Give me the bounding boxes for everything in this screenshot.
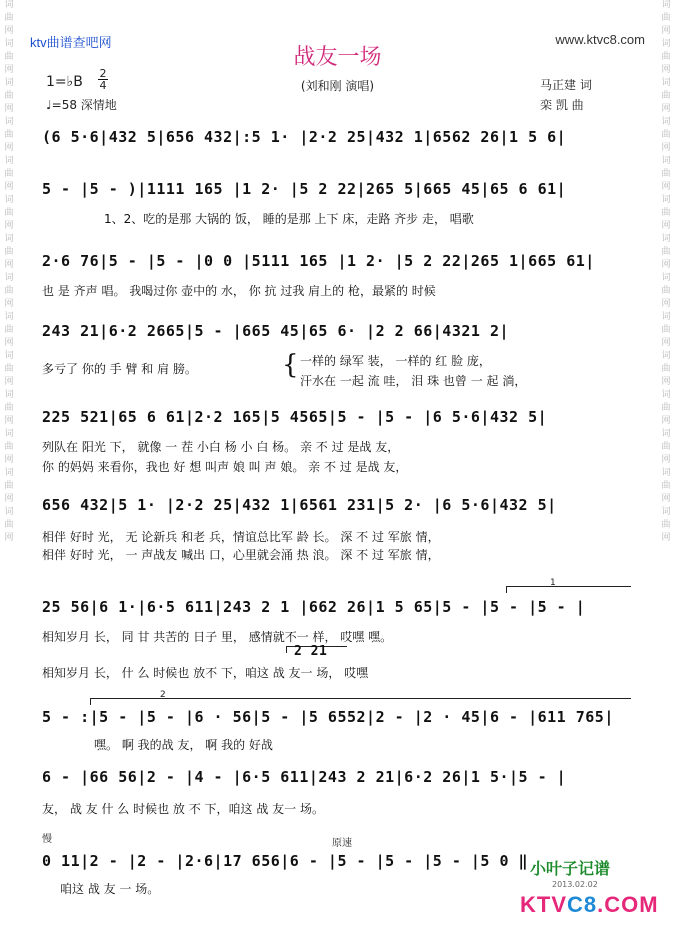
watermark-char: 网	[4, 299, 14, 309]
watermark-char: 词	[661, 507, 671, 517]
watermark-char: 曲	[661, 442, 671, 452]
watermark-char: 曲	[661, 130, 671, 140]
watermark-char: 词	[4, 507, 14, 517]
lyric-row-8: 嘿。 啊 我的战 友， 啊 我的 好战	[94, 738, 273, 752]
watermark-char: 网	[661, 221, 671, 231]
watermark-char: 词	[661, 195, 671, 205]
watermark-char: 曲	[661, 247, 671, 257]
lyric-row-6b: 相伴 好时 光， 一 声战友 喊出 口，心里就会涌 热 浪。 深 不 过 军旅 情，	[42, 548, 440, 562]
watermark-char: 词	[4, 39, 14, 49]
time-signature	[98, 68, 108, 91]
watermark-char: 词	[661, 0, 671, 10]
logo-part-a: KTV	[520, 892, 567, 917]
watermark-char: 词	[4, 234, 14, 244]
watermark-char: 网	[4, 338, 14, 348]
lyric-row-2: 1、2、吃的是那 大锅的 饭， 睡的是那 上下 床，走路 齐步 走， 唱歌	[104, 212, 474, 226]
watermark-char: 网	[661, 377, 671, 387]
watermark-char: 曲	[661, 169, 671, 179]
watermark-char: 曲	[661, 52, 671, 62]
watermark-char: 网	[661, 494, 671, 504]
watermark-char: 词	[4, 78, 14, 88]
site-url-right[interactable]: www.ktvc8.com	[555, 32, 645, 47]
watermark-char: 曲	[4, 169, 14, 179]
watermark-char: 曲	[4, 325, 14, 335]
watermark-char: 词	[661, 429, 671, 439]
watermark-char: 词	[4, 312, 14, 322]
watermark-char: 曲	[4, 403, 14, 413]
time-denominator: 4	[99, 79, 107, 92]
watermark-char: 网	[661, 299, 671, 309]
watermark-char: 词	[661, 156, 671, 166]
watermark-char: 网	[4, 455, 14, 465]
composer-credit: 栾 凯 曲	[540, 98, 584, 112]
volta-bracket-2	[90, 698, 631, 705]
watermark-char: 词	[661, 468, 671, 478]
transcriber-signature: 小叶子记谱	[530, 859, 611, 878]
time-numerator: 2	[99, 67, 107, 80]
watermark-char: 词	[661, 234, 671, 244]
watermark-char: 词	[661, 351, 671, 361]
transcription-date: 2013.02.02	[552, 880, 598, 889]
lyric-row-7b: 相知岁月 长， 什 么 时候也 放不 下，咱这 战 友一 场， 哎嘿	[42, 666, 369, 680]
watermark-char: 曲	[661, 13, 671, 23]
watermark-char: 网	[661, 260, 671, 270]
watermark-char: 词	[4, 468, 14, 478]
watermark-char: 网	[661, 182, 671, 192]
watermark-char: 曲	[4, 286, 14, 296]
notation-row-10: 0 11|2 - |2 - |2·6|17 656|6 - |5 - |5 - |5 - |5 0 ‖	[42, 852, 529, 870]
notation-row-3: 2·6 76|5 - |5 - |0 0 |5111 165 |1 2· |5 2 22|265 1|665 61|	[42, 252, 595, 270]
watermark-char: 词	[661, 78, 671, 88]
notation-row-1: (6 5·6|432 5|656 432|:5 1· |2·2 25|432 1|6562 26|1 5 6|	[42, 128, 567, 146]
watermark-char: 曲	[4, 52, 14, 62]
singer-credit: (刘和刚 演唱)	[300, 79, 375, 93]
lyric-row-5b: 你 的妈妈 来看你，我也 好 想 叫声 娘 叫 声 娘。 亲 不 过 是战 友，	[42, 460, 408, 474]
lyric-row-6a: 相伴 好时 光， 无 论新兵 和老 兵，情谊总比军 龄 长。 深 不 过 军旅 情，	[42, 530, 440, 544]
watermark-char: 曲	[4, 208, 14, 218]
logo-part-c: .COM	[597, 892, 659, 917]
volta-label-2: 2	[160, 690, 166, 700]
lyric-row-7a: 相知岁月 长， 同 甘 共苦的 日子 里， 感情就不一 样， 哎嘿 嘿。	[42, 630, 393, 644]
watermark-char: 词	[661, 273, 671, 283]
watermark-char: 网	[4, 260, 14, 270]
lyric-row-4c: 汗水在 一起 流 哇， 泪 珠 也曾 一 起 淌，	[300, 374, 527, 388]
notation-row-7: 25 56|6 1·|6·5 611|243 2 1 |662 26|1 5 65|5 - |5 - |5 - |	[42, 598, 586, 616]
volta-2-notes: 2 21	[294, 644, 328, 659]
watermark-char: 曲	[4, 520, 14, 530]
notation-row-8: 5 - :|5 - |5 - |6 · 56|5 - |5 6552|2 - |2 · 45|6 - |611 765|	[42, 708, 614, 726]
watermark-char: 曲	[4, 481, 14, 491]
right-watermark-column	[659, 0, 673, 941]
watermark-char: 词	[4, 429, 14, 439]
watermark-char: 网	[661, 143, 671, 153]
notation-row-4: 243 21|6·2 2665|5 - |665 45|65 6· |2 2 66|4321 2|	[42, 322, 510, 340]
ktvc8-logo[interactable]	[520, 892, 659, 918]
watermark-char: 网	[661, 104, 671, 114]
watermark-char: 词	[4, 117, 14, 127]
watermark-char: 曲	[661, 286, 671, 296]
watermark-char: 词	[661, 390, 671, 400]
watermark-char: 曲	[661, 403, 671, 413]
watermark-char: 词	[661, 117, 671, 127]
lyric-row-5a: 列队在 阳光 下， 就像 一 茬 小白 杨 小 白 杨。 亲 不 过 是战 友，	[42, 440, 400, 454]
notation-row-2: 5 - |5 - )|1111 165 |1 2· |5 2 22|265 5|665 45|65 6 61|	[42, 180, 567, 198]
watermark-char: 网	[4, 494, 14, 504]
watermark-char: 词	[661, 312, 671, 322]
lyric-row-4a: 多亏了 你的 手 臂 和 肩 膀。	[42, 362, 197, 376]
watermark-char: 词	[4, 0, 14, 10]
watermark-char: 网	[4, 104, 14, 114]
left-watermark-column	[2, 0, 16, 941]
watermark-char: 网	[4, 65, 14, 75]
volta-bracket-1	[506, 586, 631, 593]
lyricist-credit: 马正建 词	[540, 78, 592, 92]
watermark-char: 曲	[4, 13, 14, 23]
watermark-char: 曲	[4, 130, 14, 140]
watermark-char: 词	[4, 273, 14, 283]
watermark-char: 网	[4, 26, 14, 36]
watermark-char: 网	[661, 338, 671, 348]
watermark-char: 网	[661, 533, 671, 543]
watermark-char: 曲	[4, 364, 14, 374]
watermark-char: 曲	[661, 325, 671, 335]
watermark-char: 曲	[661, 481, 671, 491]
watermark-char: 网	[4, 377, 14, 387]
watermark-char: 词	[4, 390, 14, 400]
notation-row-5: 225 521|65 6 61|2·2 165|5 4565|5 - |5 - |6 5·6|432 5|	[42, 408, 548, 426]
site-name-left[interactable]: ktv曲谱查吧网	[30, 35, 112, 50]
key-signature: 1=♭B	[46, 74, 83, 90]
lyric-row-9: 友， 战 友 什 么 时候也 放 不 下，咱这 战 友一 场。	[42, 802, 324, 816]
watermark-char: 网	[4, 533, 14, 543]
watermark-char: 网	[661, 416, 671, 426]
watermark-char: 曲	[661, 364, 671, 374]
lyric-brace: {	[282, 350, 299, 380]
notation-row-6: 656 432|5 1· |2·2 25|432 1|6561 231|5 2· |6 5·6|432 5|	[42, 496, 557, 514]
watermark-char: 词	[4, 156, 14, 166]
song-title: 战友一场	[293, 45, 382, 70]
watermark-char: 网	[661, 26, 671, 36]
tempo-mark-slow: 慢	[42, 834, 52, 845]
watermark-char: 词	[4, 351, 14, 361]
watermark-char: 网	[4, 221, 14, 231]
notation-row-9: 6 - |66 56|2 - |4 - |6·5 611|243 2 21|6·2 26|1 5·|5 - |	[42, 768, 567, 786]
tempo-mark-original: 原速	[332, 838, 352, 849]
watermark-char: 曲	[4, 442, 14, 452]
logo-part-b: C8	[567, 892, 598, 917]
watermark-char: 网	[4, 416, 14, 426]
watermark-char: 网	[661, 455, 671, 465]
tempo-marking: ♩=58 深情地	[46, 98, 117, 112]
watermark-char: 曲	[661, 520, 671, 530]
volta-label-1: 1	[550, 578, 556, 588]
lyric-row-4b: 一样的 绿军 装， 一样的 红 脸 庞，	[300, 354, 491, 368]
watermark-char: 曲	[4, 247, 14, 257]
watermark-char: 曲	[661, 91, 671, 101]
watermark-char: 词	[661, 39, 671, 49]
watermark-char: 网	[661, 65, 671, 75]
lyric-row-3: 也 是 齐声 唱。 我喝过你 壶中的 水， 你 抗 过我 肩上的 枪，最紧的 时候	[42, 284, 436, 298]
watermark-char: 网	[4, 182, 14, 192]
watermark-char: 曲	[661, 208, 671, 218]
watermark-char: 词	[4, 195, 14, 205]
watermark-char: 网	[4, 143, 14, 153]
lyric-row-10: 咱这 战 友 一 场。	[60, 882, 160, 896]
watermark-char: 曲	[4, 91, 14, 101]
